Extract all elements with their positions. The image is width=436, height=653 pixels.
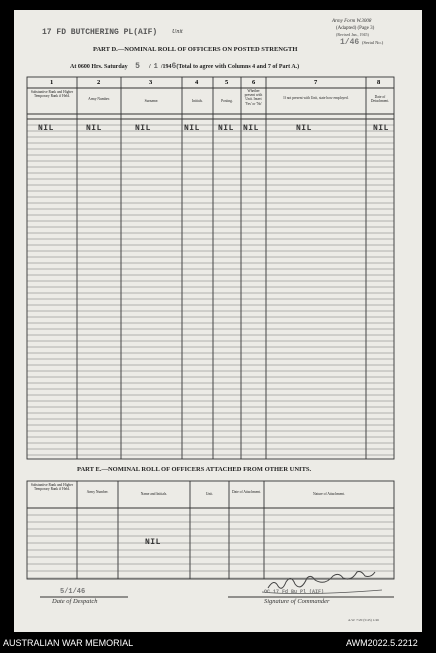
col-header-surname: Surname. xyxy=(144,99,159,103)
nil-entry: NIL xyxy=(296,124,312,133)
col-header-present: Whether present with Unit. Insert 'Yes' or 'No' xyxy=(244,89,263,106)
at-day: 5 xyxy=(135,62,140,71)
printer-note: A.W. 7/20 (5/45) 1/46 xyxy=(348,618,379,622)
col-number-7: 7 xyxy=(314,79,318,86)
col-header-initials: Initials. xyxy=(192,99,203,103)
col-number-6: 6 xyxy=(252,79,256,86)
e-col-header-nature: Nature of Attachment. xyxy=(312,492,346,496)
despatch-date-typed: 5/1/46 xyxy=(60,588,86,596)
nil-entry: NIL xyxy=(135,124,151,133)
unit-typed: 17 FD BUTCHERING PL(AIF) xyxy=(42,28,158,37)
col-header-posting: Posting. xyxy=(221,99,233,103)
form-number: Army Form W.3008 xyxy=(332,19,372,24)
col-number-5: 5 xyxy=(225,79,229,86)
at-year-digit: 6 xyxy=(171,62,177,71)
signature-label: Signature of Commander xyxy=(264,598,330,605)
e-col-header-rank: Substantive Rank and Higher Temporary Rank if Held. xyxy=(30,483,74,492)
at-line xyxy=(70,62,299,71)
e-col-header-name: Name and Initials. xyxy=(140,492,168,496)
at-month: 1 xyxy=(153,63,158,71)
footer-accession: AWM2022.5.2212 xyxy=(346,638,418,648)
e-col-header-army-number: Army Number. xyxy=(86,490,109,494)
serial-label: (Serial No.) xyxy=(362,40,384,45)
col-number-1: 1 xyxy=(50,79,54,86)
at-line-suffix: (Total to agree with Columns 4 and 7 of Part A.) xyxy=(176,64,300,70)
commander-stamp: OC 17 Fd Bu Pl (AIF) xyxy=(264,589,325,595)
col-number-8: 8 xyxy=(377,79,381,86)
nil-entry: NIL xyxy=(184,124,200,133)
nil-entry: NIL xyxy=(243,124,259,133)
col-header-army-number: Army Number. xyxy=(88,97,110,101)
commander-signature xyxy=(268,572,375,589)
col-number-2: 2 xyxy=(97,79,101,86)
at-line-prefix: At 0600 Hrs. Saturday xyxy=(70,64,128,70)
unit-label: Unit xyxy=(172,29,183,35)
part-e-title: PART E.—NOMINAL ROLL OF OFFICERS ATTACHED FROM OTHER UNITS. xyxy=(77,466,312,473)
at-year-prefix: /194 xyxy=(160,64,172,70)
despatch-label: Date of Despatch xyxy=(52,598,98,605)
form-adapted: (Adapted) (Page 3) xyxy=(336,26,375,31)
nil-entry: NIL xyxy=(218,124,234,133)
nil-entry: NIL xyxy=(86,124,102,133)
part-e-nil: NIL xyxy=(145,538,161,547)
form-revised: (Revised Jan., 1945) xyxy=(336,32,369,37)
part-d-title: PART D.—NOMINAL ROLL OF OFFICERS ON POSTED STRENGTH xyxy=(93,46,298,53)
col-header-detachment: Date of Detachment. xyxy=(370,95,390,104)
col-number-4: 4 xyxy=(195,79,199,86)
footer-institution: AUSTRALIAN WAR MEMORIAL xyxy=(3,638,134,648)
e-col-header-attachment-date: Date of Attachment. xyxy=(231,490,262,494)
e-col-header-unit: Unit. xyxy=(205,492,214,496)
serial-typed: 1/46 xyxy=(340,38,360,47)
col-number-3: 3 xyxy=(149,79,153,86)
at-sep: / xyxy=(148,64,151,70)
nil-entry: NIL xyxy=(373,124,389,133)
col-header-rank: Substantive Rank and Higher Temporary Rank if Held. xyxy=(30,90,74,99)
nil-entry: NIL xyxy=(38,124,54,133)
col-header-employed: If not present with Unit, state how employed. xyxy=(283,96,349,100)
